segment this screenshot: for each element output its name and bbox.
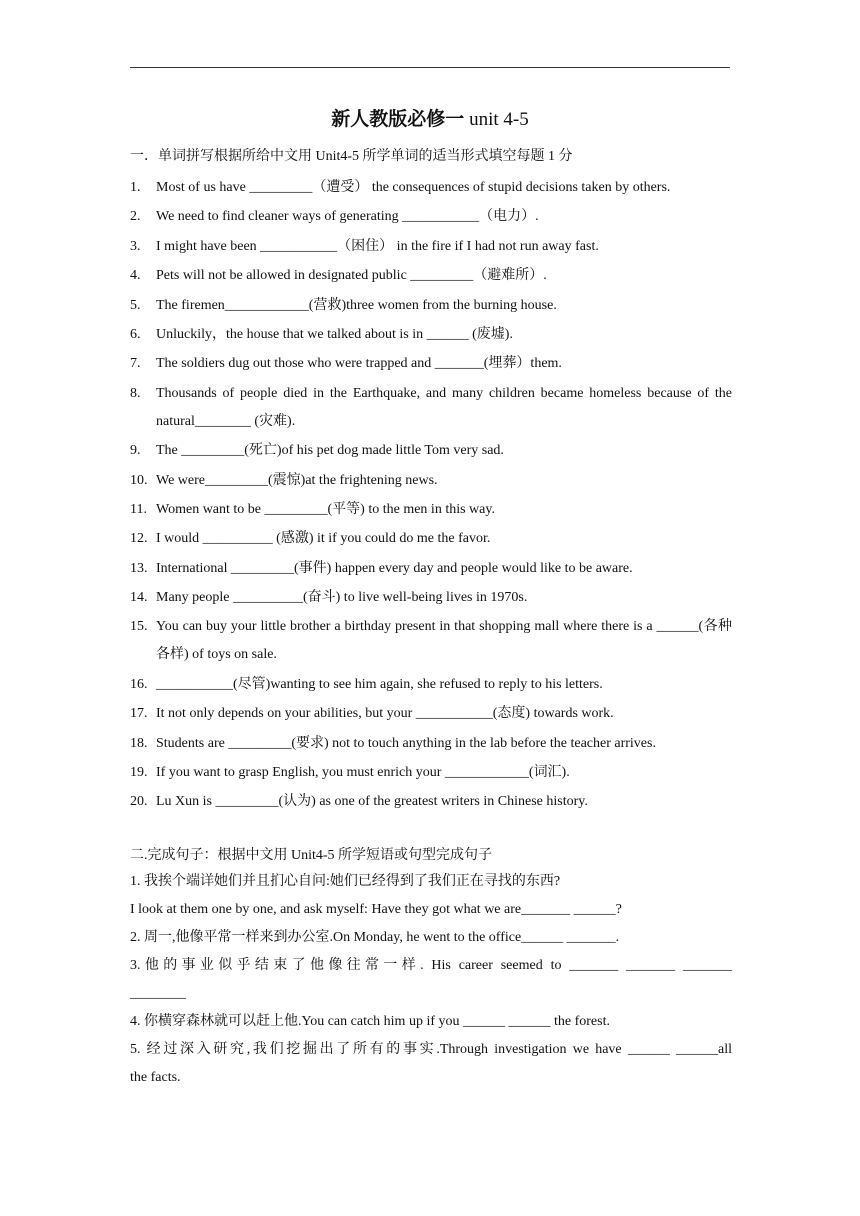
item-number: 13. <box>130 560 148 576</box>
item-text: We were_________(震惊)at the frightening news. <box>156 472 438 488</box>
item-text: You can buy your little brother a birthday present in that shopping mall where there is a ______(各种各样) of toys on sale. <box>156 619 732 663</box>
list-item <box>130 671 732 699</box>
item-number: 7. <box>130 356 141 372</box>
sentence-line: 3.他的事业似乎结束了他像往常一样. His career seemed to _______ _______ _______ <box>130 958 732 973</box>
item-text: Many people __________(奋斗) to live well-being lives in 1970s. <box>156 590 528 606</box>
page-title <box>0 104 860 131</box>
list-item <box>130 437 732 465</box>
sentence-line: I look at them one by one, and ask myself: Have they got what we are_______ ______? <box>130 902 622 917</box>
item-number: 15. <box>130 619 148 635</box>
item-text: The firemen____________(营救)three women from the burning house. <box>156 297 557 313</box>
item-number: 19. <box>130 765 148 781</box>
list-item <box>130 584 732 612</box>
list-item <box>130 788 732 816</box>
sentence-line: 1. 我挨个端详她们并且扪心自问:她们已经得到了我们正在寻找的东西? <box>130 874 561 889</box>
sentence-line: 2. 周一,他像平常一样来到办公室.On Monday, he went to the office______ _______. <box>130 930 620 945</box>
item-text: Pets will not be allowed in designated public _________（避难所）. <box>156 268 547 284</box>
section2-body <box>130 868 732 1092</box>
item-number: 8. <box>130 385 141 401</box>
list-item <box>130 233 732 261</box>
list-item <box>130 292 732 320</box>
item-number: 9. <box>130 443 141 459</box>
item-text: It not only depends on your abilities, but your ___________(态度) towards work. <box>156 706 614 722</box>
item-number: 16. <box>130 676 148 692</box>
sentence-line: the facts. <box>130 1070 181 1085</box>
list-item <box>130 759 732 787</box>
section1-list <box>130 174 732 818</box>
item-text: International _________(事件) happen every day and people would like to be aware. <box>156 560 633 576</box>
item-text: We need to find cleaner ways of generating ___________（电力）. <box>156 209 539 225</box>
list-item <box>130 174 732 202</box>
sentence-line: ________ <box>130 986 186 1001</box>
list-item <box>130 467 732 495</box>
item-text: I would __________ (感激) it if you could do me the favor. <box>156 531 491 547</box>
list-item <box>130 730 732 758</box>
item-text: ___________(尽管)wanting to see him again, she refused to reply to his letters. <box>156 676 603 692</box>
section1-heading: 一．单词拼写根据所给中文用 Unit4-5 所学单词的适当形式填空每题 1 分 <box>130 149 573 164</box>
item-number: 3. <box>130 238 141 254</box>
item-text: The soldiers dug out those who were trapped and _______(埋葬）them. <box>156 356 562 372</box>
item-number: 6. <box>130 326 141 342</box>
list-item <box>130 496 732 524</box>
item-text: If you want to grasp English, you must enrich your ____________(词汇). <box>156 765 570 781</box>
list-item <box>130 525 732 553</box>
item-text: The _________(死亡)of his pet dog made little Tom very sad. <box>156 443 504 459</box>
item-text: Thousands of people died in the Earthquake, and many children became homeless because of the natural________ (灾难). <box>156 385 732 429</box>
item-number: 5. <box>130 297 141 313</box>
list-item <box>130 380 732 436</box>
list-item <box>130 555 732 583</box>
item-number: 18. <box>130 735 148 751</box>
item-text: Lu Xun is _________(认为) as one of the greatest writers in Chinese history. <box>156 794 588 810</box>
item-number: 2. <box>130 209 141 225</box>
item-number: 10. <box>130 472 148 488</box>
item-text: Women want to be _________(平等) to the men in this way. <box>156 501 495 517</box>
item-number: 14. <box>130 590 148 606</box>
title-en: unit 4-5 <box>469 109 529 130</box>
sentence-line: 4. 你横穿森林就可以赶上他.You can catch him up if you ______ ______ the forest. <box>130 1014 610 1029</box>
sentence-line: 5. 经过深入研究,我们挖掘出了所有的事实.Through investigation we have ______ ______all <box>130 1042 732 1057</box>
item-number: 12. <box>130 531 148 547</box>
list-item <box>130 700 732 728</box>
item-number: 4. <box>130 268 141 284</box>
section2-heading: 二.完成句子：根据中文用 Unit4-5 所学短语或句型完成句子 <box>130 848 493 863</box>
item-number: 20. <box>130 794 148 810</box>
header-rule <box>130 67 730 68</box>
list-item <box>130 321 732 349</box>
title-zh: 新人教版必修一 <box>331 109 465 130</box>
item-number: 11. <box>130 501 147 517</box>
list-item <box>130 613 732 669</box>
item-text: I might have been ___________（困住） in the fire if I had not run away fast. <box>156 238 599 254</box>
list-item <box>130 262 732 290</box>
item-number: 17. <box>130 706 148 722</box>
item-number: 1. <box>130 180 141 195</box>
list-item <box>130 203 732 231</box>
item-text: Most of us have _________（遭受） the consequences of stupid decisions taken by others. <box>156 180 671 195</box>
item-text: Students are _________(要求) not to touch anything in the lab before the teacher arrives. <box>156 735 656 751</box>
item-text: Unluckily，the house that we talked about is in ______ (废墟). <box>156 326 513 342</box>
list-item <box>130 350 732 378</box>
